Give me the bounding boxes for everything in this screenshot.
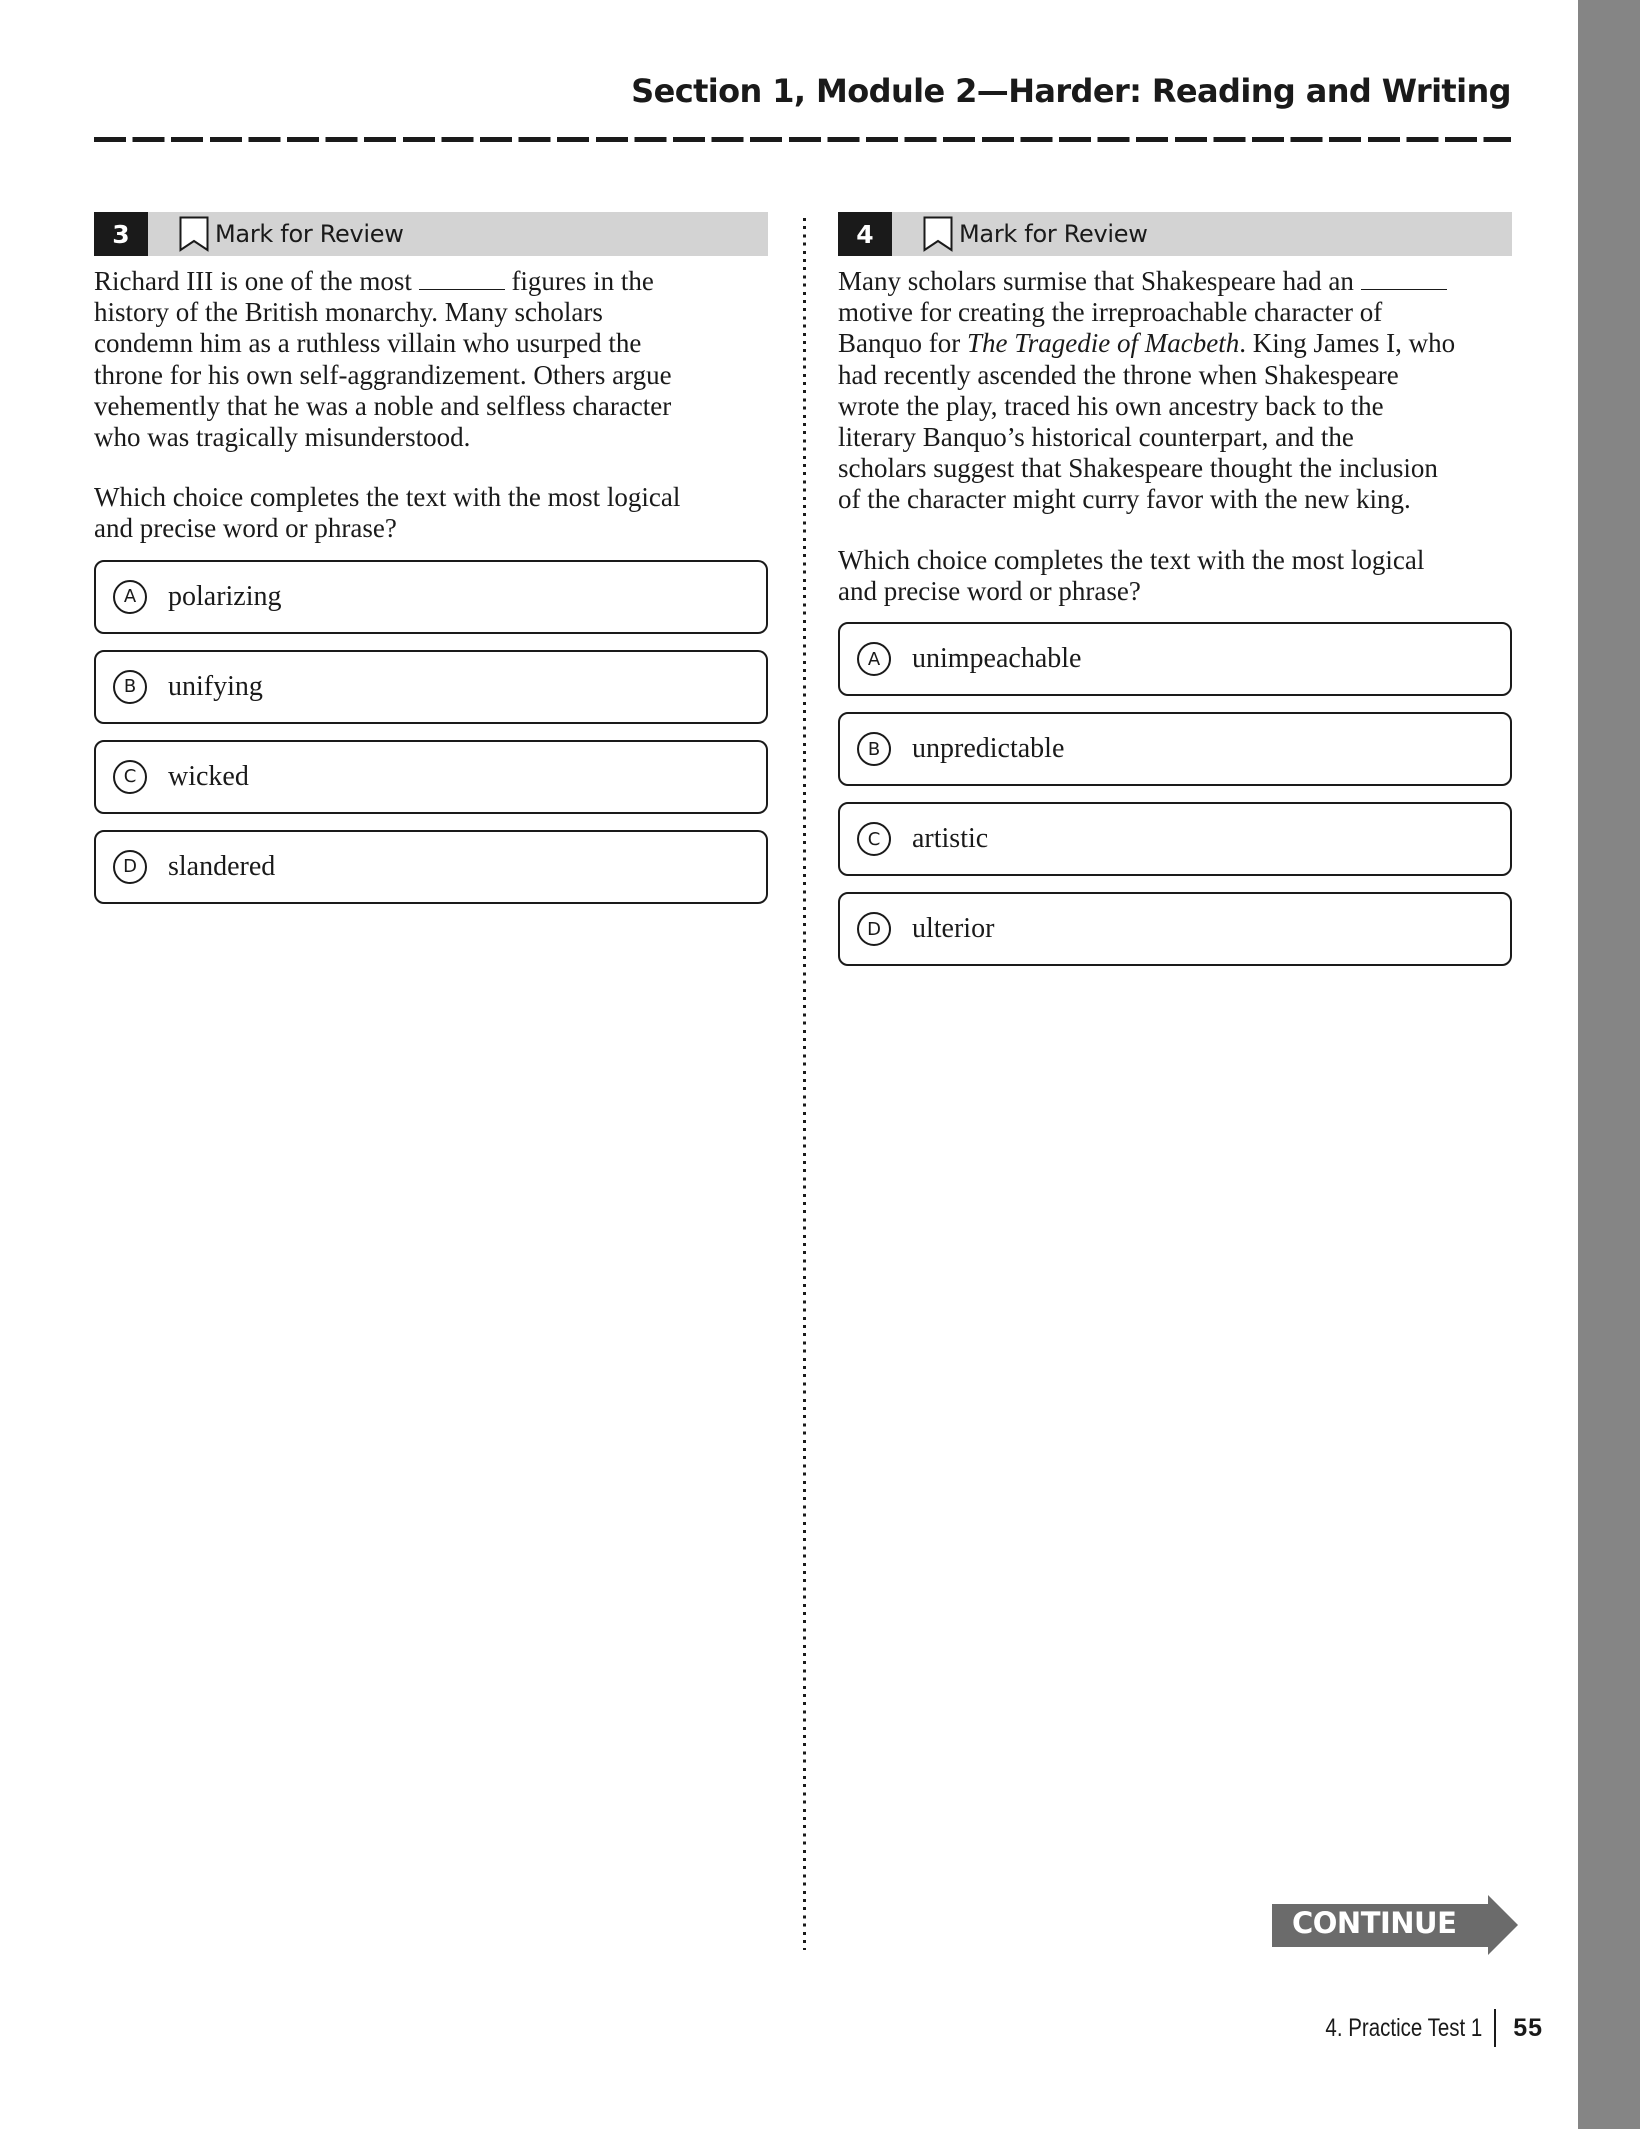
choice-d[interactable] (838, 892, 1512, 966)
mark-for-review-label[interactable]: Mark for Review (215, 220, 404, 248)
choice-text: slandered (168, 850, 276, 882)
choice-b[interactable] (94, 650, 768, 724)
page-edge-tab (1578, 0, 1640, 2129)
passage-line: motive for creating the irreproachable character of (838, 297, 1383, 328)
choice-text: unimpeachable (912, 643, 1082, 675)
text: Richard III is one of the most (94, 266, 419, 296)
passage (838, 266, 1512, 516)
choice-letter-circle: D (113, 850, 147, 884)
text: figures in the (504, 266, 654, 296)
bookmark-icon[interactable] (923, 216, 953, 252)
choice-text: polarizing (168, 580, 282, 612)
passage (94, 266, 768, 453)
choice-c[interactable] (94, 740, 768, 814)
column-divider (803, 218, 806, 1950)
choice-letter-circle: A (113, 580, 147, 614)
blank (419, 269, 505, 290)
choice-text: unifying (168, 670, 263, 702)
choice-text: artistic (912, 823, 989, 855)
choice-letter-circle: C (857, 822, 891, 856)
passage-line: history of the British monarchy. Many scholars (94, 297, 603, 328)
prompt-line: Which choice completes the text with the most logical (94, 482, 681, 513)
text: . King James I, who (1239, 328, 1456, 359)
question-3 (94, 212, 768, 920)
choice-text: unpredictable (912, 733, 1065, 765)
continue-label: CONTINUE (1292, 1906, 1457, 1940)
choice-letter-circle: D (857, 912, 891, 946)
passage-line: condemn him as a ruthless villain who usurped the (94, 328, 642, 359)
dashed-rule (94, 137, 1511, 142)
section-title: Section 1, Module 2—Harder: Reading and Writing (631, 72, 1511, 110)
prompt-line: Which choice completes the text with the most logical (838, 544, 1425, 575)
choice-text: ulterior (912, 913, 995, 945)
question-4 (838, 212, 1512, 982)
text: Many scholars surmise that Shakespeare had an (838, 266, 1361, 296)
passage-line: throne for his own self-aggrandizement. Others argue (94, 359, 672, 390)
choice-letter-circle: C (113, 760, 147, 794)
passage-line: had recently ascended the throne when Shakespeare (838, 359, 1399, 390)
bookmark-icon[interactable] (179, 216, 209, 252)
passage-line (838, 266, 1512, 297)
blank (1361, 269, 1447, 290)
passage-line: scholars suggest that Shakespeare thought the inclusion (838, 453, 1438, 484)
choice-a[interactable] (838, 622, 1512, 696)
question-header (94, 212, 768, 256)
passage-line: who was tragically misunderstood. (94, 422, 471, 453)
question-number: 4 (838, 212, 892, 256)
continue-button[interactable] (1272, 1895, 1518, 1955)
answer-choices (94, 560, 768, 904)
choice-letter-circle: A (857, 642, 891, 676)
passage-line: wrote the play, traced his own ancestry back to the (838, 390, 1384, 421)
page-footer (1291, 2009, 1543, 2047)
play-title: The Tragedie of Macbeth (966, 328, 1240, 359)
choice-a[interactable] (94, 560, 768, 634)
choice-letter-circle: B (113, 670, 147, 704)
choice-d[interactable] (94, 830, 768, 904)
passage-line: of the character might curry favor with the new king. (838, 484, 1411, 515)
text: Banquo for (838, 328, 967, 359)
footer-divider (1494, 2009, 1496, 2047)
choice-c[interactable] (838, 802, 1512, 876)
page-number: 55 (1513, 2013, 1543, 2042)
prompt-line: and precise word or phrase? (94, 513, 397, 544)
passage-line: literary Banquo’s historical counterpart, and the (838, 422, 1354, 453)
question-header (838, 212, 1512, 256)
choice-letter-circle: B (857, 732, 891, 766)
choice-b[interactable] (838, 712, 1512, 786)
passage-line: vehemently that he was a noble and selfless character (94, 390, 672, 421)
prompt-line: and precise word or phrase? (838, 575, 1141, 606)
mark-for-review-label[interactable]: Mark for Review (959, 220, 1148, 248)
answer-choices (838, 622, 1512, 966)
question-prompt (94, 482, 768, 544)
chapter-label: 4. Practice Test 1 (1325, 2013, 1483, 2042)
choice-text: wicked (168, 760, 249, 792)
question-prompt (838, 545, 1512, 607)
passage-line (838, 328, 1512, 359)
question-number: 3 (94, 212, 148, 256)
passage-line (94, 266, 768, 297)
